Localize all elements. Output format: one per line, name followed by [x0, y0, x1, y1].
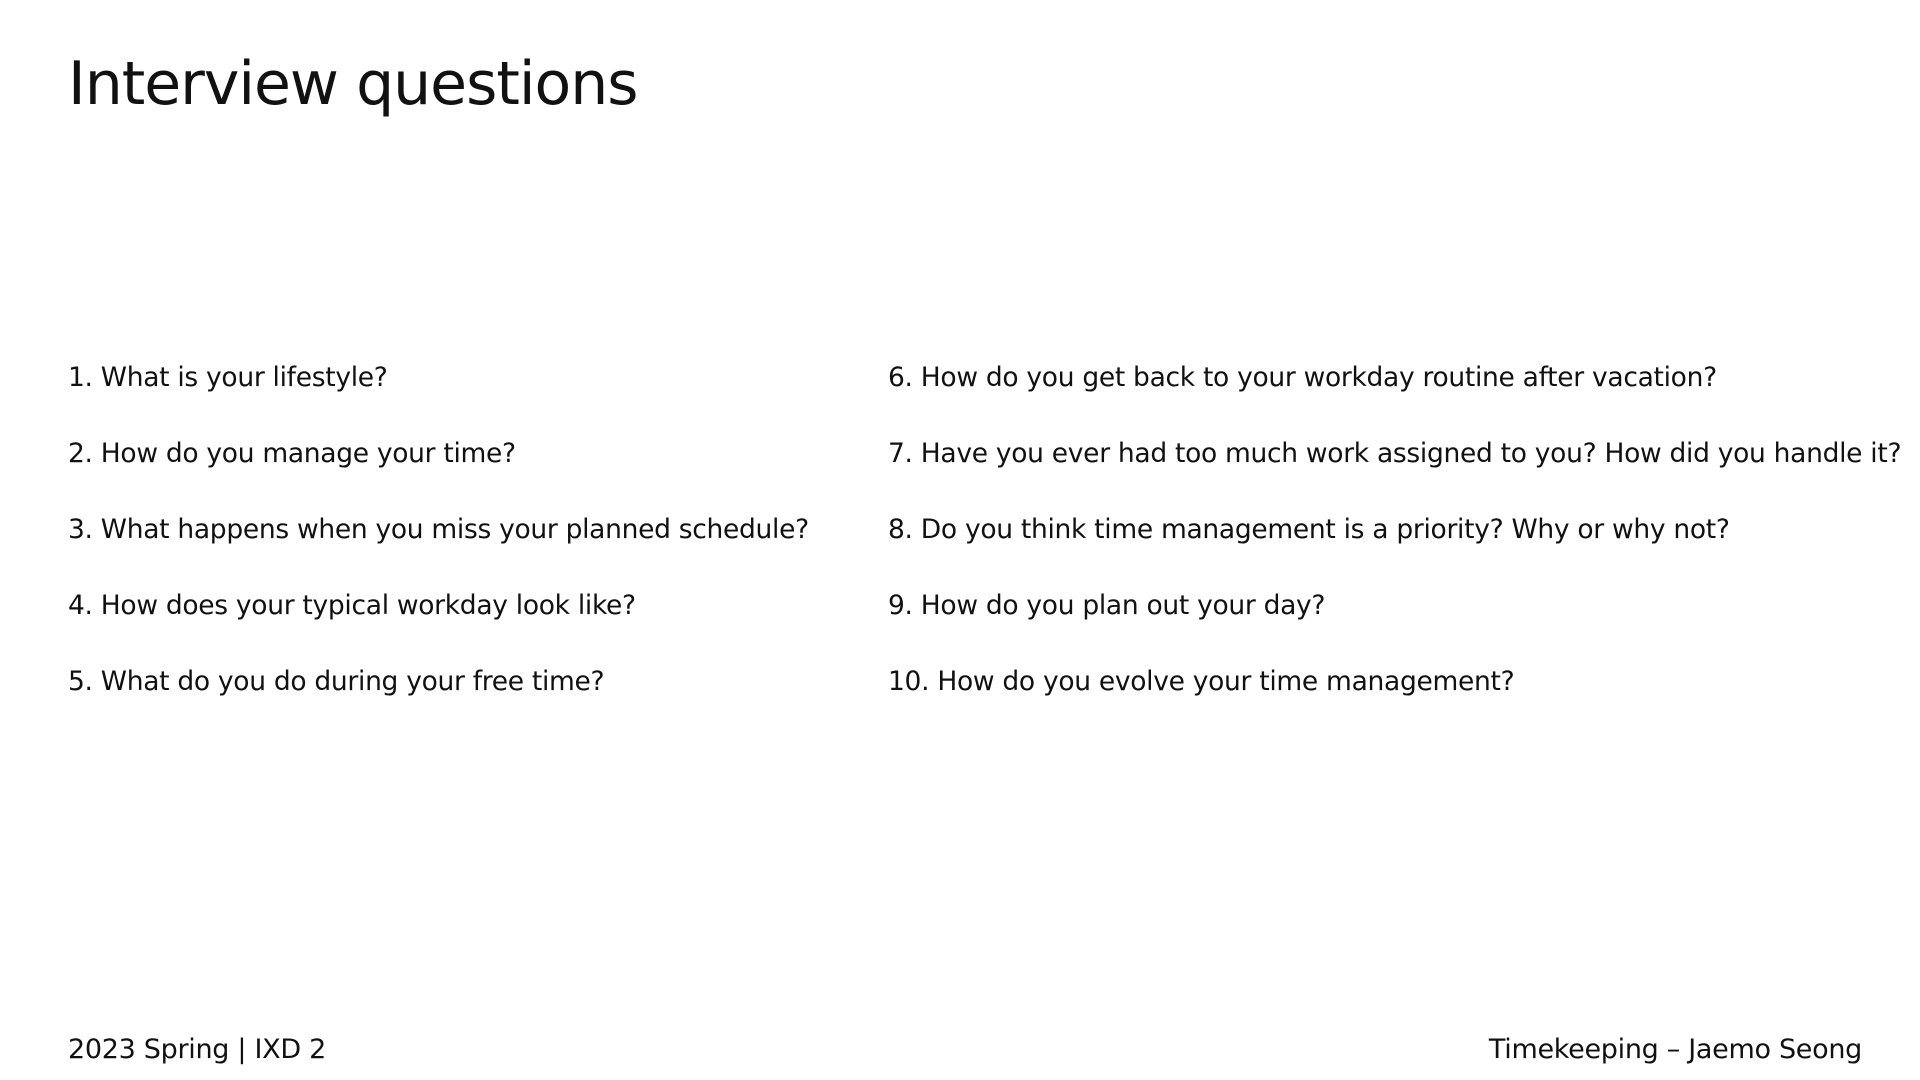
question-6: 6. How do you get back to your workday routine after vacation? — [888, 362, 1717, 393]
questions-right-column — [888, 357, 1901, 737]
question-9: 9. How do you plan out your day? — [888, 590, 1326, 621]
question-3: 3. What happens when you miss your planned schedule? — [68, 514, 809, 545]
question-8: 8. Do you think time management is a priority? Why or why not? — [888, 514, 1730, 545]
footer-course-label: 2023 Spring | IXD 2 — [68, 1034, 326, 1065]
question-1: 1. What is your lifestyle? — [68, 362, 388, 393]
questions-left-column — [68, 357, 809, 737]
question-2: 2. How do you manage your time? — [68, 438, 516, 469]
question-10: 10. How do you evolve your time management? — [888, 666, 1515, 697]
footer-project-author: Timekeeping – Jaemo Seong — [1488, 1034, 1862, 1065]
question-5: 5. What do you do during your free time? — [68, 666, 605, 697]
question-7: 7. Have you ever had too much work assigned to you? How did you handle it? — [888, 438, 1902, 469]
question-4: 4. How does your typical workday look like? — [68, 590, 636, 621]
slide-title: Interview questions — [68, 49, 638, 119]
